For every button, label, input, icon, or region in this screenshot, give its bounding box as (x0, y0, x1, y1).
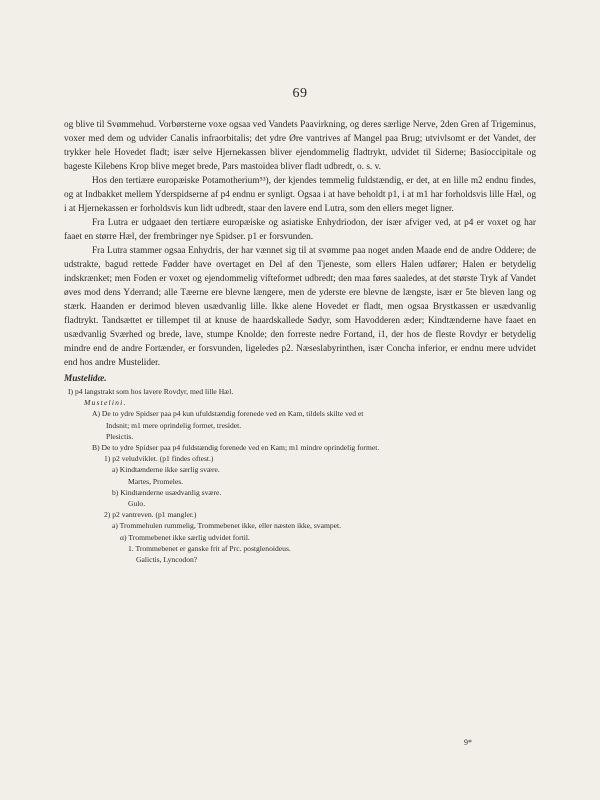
taxonomy-line: b) Kindtænderne usædvanlig svære. (112, 487, 222, 497)
taxonomy-line: I) p4 langstrakt som hos lavere Rovdyr, med lille Hæl. (68, 387, 234, 396)
paragraph-3: Fra Lutra er udgaaet den tertiære europæiske og asiatiske Enhydriodon, der især afviger ved, at p4 er voxet og har faaet en større Hæl, der frembringer nye Spidser. p1 er forsvunden. (64, 218, 536, 242)
taxonomy-line: Mustelini. (84, 398, 127, 408)
page-number: 69 (292, 86, 308, 101)
signature-mark: 9* (464, 738, 472, 747)
paragraph-1: og blive til Svømmehud. Vorbørsterne voxe ogsaa ved Vandets Paavirkning, og deres særlige Nerve, 2den Gren af Trigeminus, voxer med dem og udvider Canalis infraorbitalis; det ydre Øre vantrives af Mangel paa Brug; utvivlsomt er det Vandet, der trykker hele Hovedet fladt; især selve Hjernekassen bliver ejendommelig fladtrykt, udvidet til Siderne; Basioccipitale og bageste Kilebens Krop blive meget brede, Pars mastoidea bliver fladt udbredt, o. s. v. (64, 120, 536, 172)
paragraph-4: Fra Lutra stammer ogsaa Enhydris, der har vænnet sig til at svømme paa noget anden Maade end de andre Oddere; de udstrakte, bagud rettede Fødder have overtaget en Del af den Tjeneste, som ellers Halen udfører; Halen er betydelig indskrænket; men Foden er voxet og ejendommelig vifteformet udbredt; den maa føres saaledes, at det største Tryk af Vandet øves mod dens Yderrand; alle Tæerne ere blevne længere, men de yderste ere blevne de længste, især er 5te bleven lang og stærk. Haanden er derimod bleven usædvanlig lille. Ikke alene Hovedet er fladt, men ogsaa Brystkassen er usædvanlig fladtrykt. Tandsættet er tillempet til at knuse de haardskallede Sødyr, som Havodderen æder; Kindtænderne have faaet en usædvanlig Sværhed og brede, lave, stumpe Knolde; den forreste nedre Fortand, i1, der hos de fleste Rovdyr er betydelig mindre end de andre Fortænder, er forsvunden, ligeledes p2. Næseslabyrinthen, især Concha inferior, er endnu mere udvidet end hos andre Mustelider. (64, 246, 536, 368)
taxonomy-line: Martes, Promeles. (128, 476, 184, 486)
taxonomy-line: Galictis, Lyncodon? (136, 555, 198, 565)
taxonomy-line: B) De to ydre Spidser paa p4 fuldstændig forenede ved en Kam; m1 mindre oprindelig formet. (92, 443, 380, 453)
paragraph-2: Hos den tertiære europæiske Potamotherium⁵³), der kjendes temmelig fuldstændig, er det, at en lille m2 endnu findes, og at Indbakket mellem Yderspidserne af p4 endnu er synligt. Ogsaa i at have beholdt p1, i at m1 har forholdsvis lille Hæl, og i at Hjernekassen er forholdsvis kun lidt udbredt, staar den lavere end Lutra, som den ellers meget ligner. (64, 176, 536, 214)
taxonomy-line: Plesictis. (106, 431, 134, 441)
section-heading: Mustelidæ. (64, 374, 107, 384)
taxonomy-line: Indsnit; m1 mere oprindelig formet, tresidet. (106, 420, 242, 430)
body-text (64, 118, 536, 565)
taxonomy-line: 1. Trommebenet er ganske frit af Prc. postglenoideus. (128, 543, 291, 553)
taxonomy-line: a) Trommehulen rummelig, Trommebenet ikke, eller næsten ikke, svampet. (112, 521, 342, 531)
taxonomy-list (64, 386, 536, 565)
taxonomy-line: A) De to ydre Spidser paa p4 kun ufuldstændig forenede ved en Kam, tildels skilte ved et (92, 409, 364, 419)
taxonomy-line: 1) p2 veludviklet. (p1 findes oftest.) (104, 454, 214, 464)
taxonomy-line: Gulo. (128, 499, 146, 509)
taxonomy-line: α) Trommebenet ikke særlig udvidet fortil. (120, 532, 250, 542)
taxonomy-line: a) Kindtænderne ikke særlig svære. (112, 465, 220, 475)
taxonomy-line: 2) p2 vantreven. (p1 mangler.) (104, 510, 197, 520)
